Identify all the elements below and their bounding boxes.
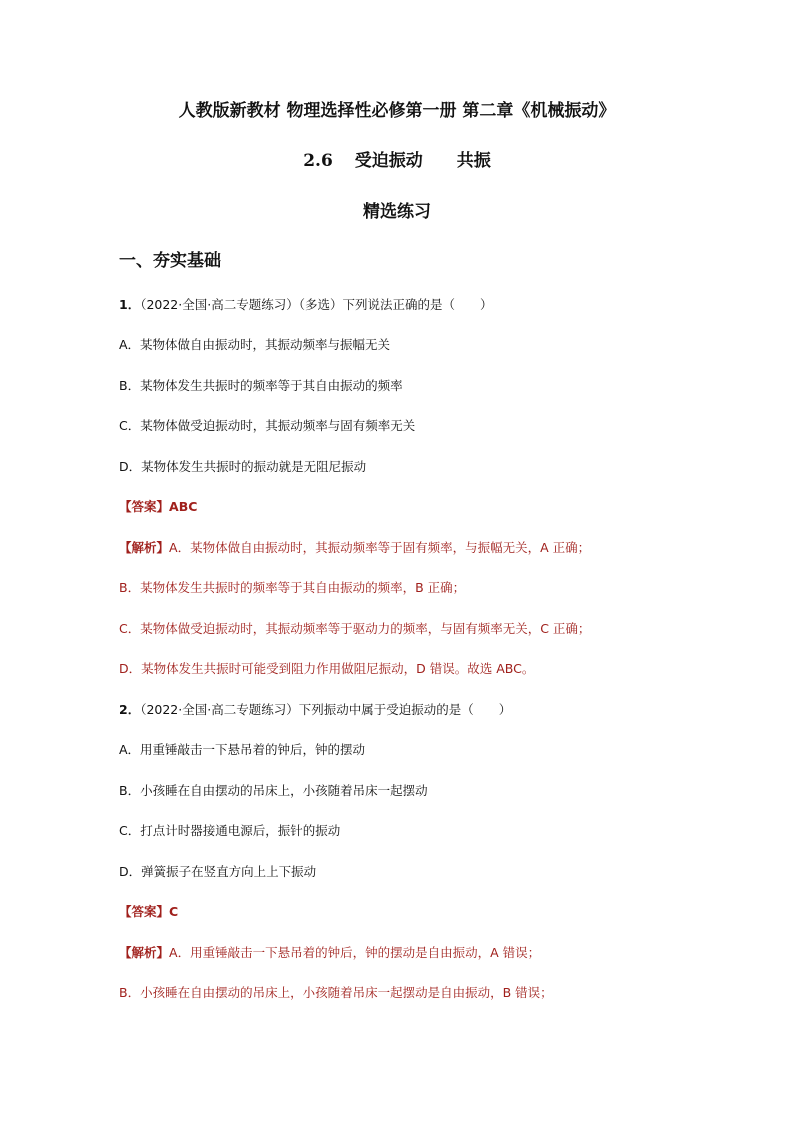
question-text: 下列说法正确的是（ ）	[342, 297, 493, 312]
analysis-label: 【解析】	[119, 945, 170, 960]
question-2-option-b: B．小孩睡在自由摆动的吊床上，小孩随着吊床一起摆动	[119, 783, 428, 798]
question-number: 2．	[119, 702, 141, 717]
question-2-analysis-b: B．小孩睡在自由摆动的吊床上，小孩随着吊床一起摆动是自由振动，B 错误；	[119, 985, 553, 1000]
document-title: 人教版新教材 物理选择性必修第一册 第二章《机械振动》	[178, 101, 616, 121]
question-2-option-c: C．打点计时器接通电源后，振针的振动	[119, 823, 341, 838]
section-title-b: 共振	[456, 151, 491, 171]
question-1-option-c: C．某物体做受迫振动时，其振动频率与固有频率无关	[119, 418, 416, 433]
question-2-option-a: A．用重锤敲击一下悬吊着的钟后，钟的摆动	[119, 742, 366, 757]
answer-label: 【答案】	[119, 904, 170, 919]
analysis-text: A．用重锤敲击一下悬吊着的钟后，钟的摆动是自由振动，A 错误；	[169, 945, 541, 960]
question-1-analysis-b: B．某物体发生共振时的频率等于其自由振动的频率，B 正确；	[119, 580, 466, 595]
section-title	[0, 146, 794, 171]
question-1-analysis-a	[119, 540, 590, 556]
question-source: （2022·全国·高二专题练习）	[140, 702, 299, 717]
question-source: （2022·全国·高二专题练习）（多选）	[140, 297, 343, 312]
question-2-stem	[119, 702, 511, 718]
analysis-label: 【解析】	[119, 540, 170, 555]
question-1-stem	[119, 297, 492, 313]
question-1-analysis-c: C．某物体做受迫振动时，其振动频率等于驱动力的频率，与固有频率无关，C 正确；	[119, 621, 591, 636]
question-2-analysis-a	[119, 945, 540, 961]
question-1-answer	[119, 499, 197, 515]
question-1-option-d: D．某物体发生共振时的振动就是无阻尼振动	[119, 459, 367, 474]
question-text: 下列振动中属于受迫振动的是（ ）	[298, 702, 512, 717]
section-title-a: 受迫振动	[354, 151, 423, 171]
document-subtitle: 精选练习	[363, 202, 431, 222]
section-number: 2.6	[303, 151, 333, 171]
answer-value: C	[169, 904, 179, 919]
question-2-option-d: D．弹簧振子在竖直方向上上下振动	[119, 864, 317, 879]
question-1-option-a: A．某物体做自由振动时，其振动频率与振幅无关	[119, 337, 391, 352]
question-1-analysis-d: D．某物体发生共振时可能受到阻力作用做阻尼振动，D 错误。故选 ABC。	[119, 661, 535, 676]
analysis-text: A．某物体做自由振动时，其振动频率等于固有频率，与振幅无关，A 正确；	[169, 540, 591, 555]
question-number: 1．	[119, 297, 141, 312]
question-2-answer	[119, 904, 178, 920]
answer-label: 【答案】	[119, 499, 170, 514]
question-1-option-b: B．某物体发生共振时的频率等于其自由振动的频率	[119, 378, 403, 393]
part-heading: 一、夯实基础	[119, 251, 221, 271]
answer-value: ABC	[169, 499, 198, 514]
